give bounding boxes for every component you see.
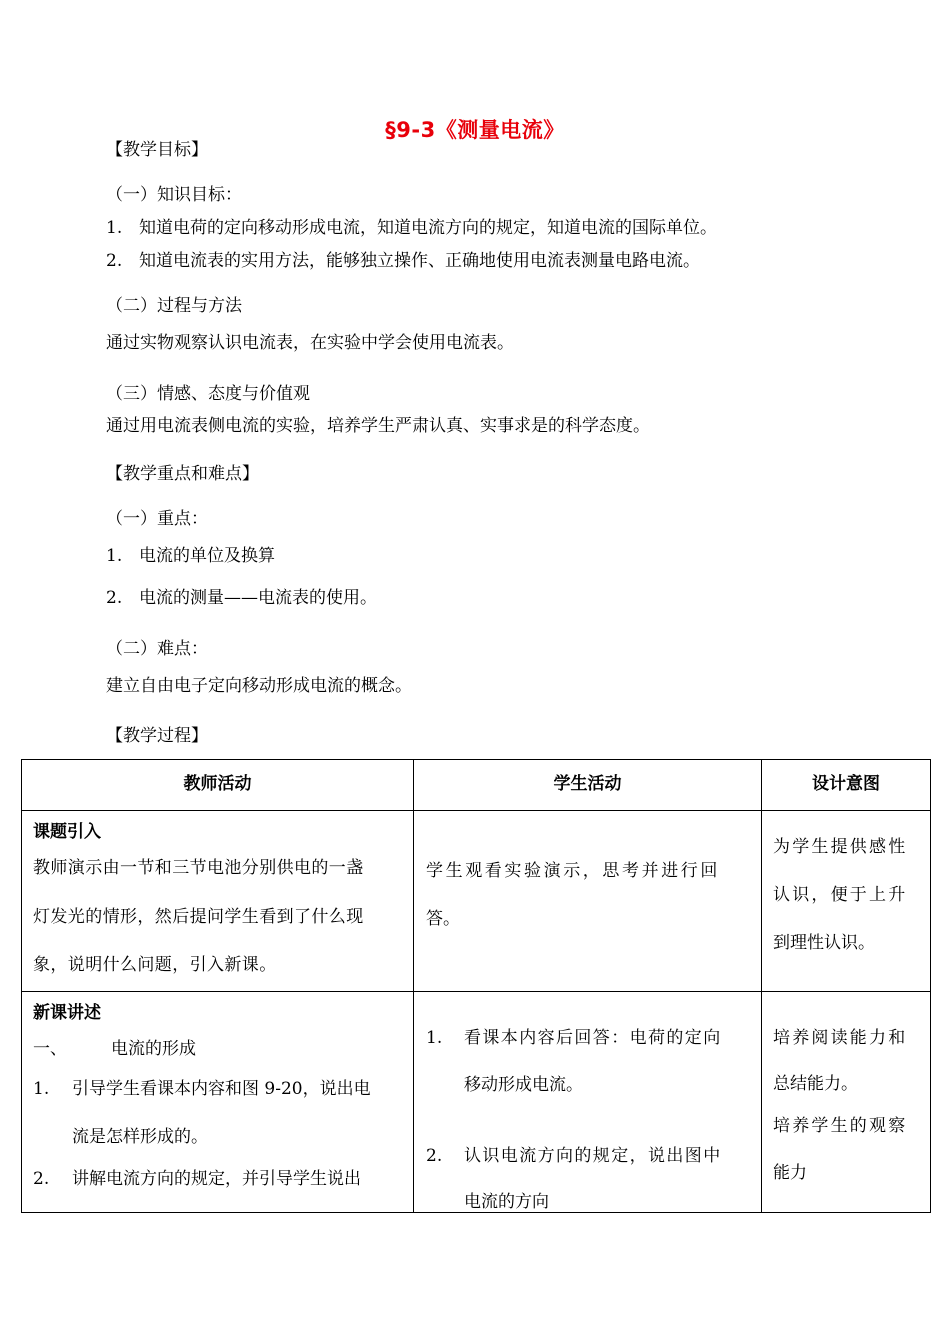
process-text: 通过实物观察认识电流表，在实验中学会使用电流表。	[106, 333, 514, 353]
table-row	[22, 811, 931, 992]
knowledge-item-num: 1.	[106, 218, 123, 238]
process-label: （二）过程与方法	[106, 296, 242, 316]
difficult-label: （二）难点：	[106, 639, 208, 659]
row1-teacher-line: 教师演示由一节和三节电池分别供电的一盏	[33, 858, 364, 878]
row2-intent-line: 能力	[773, 1163, 807, 1183]
objectives-heading: 【教学目标】	[106, 140, 208, 160]
row2-student-cell	[414, 992, 762, 1213]
table-row	[22, 992, 931, 1213]
key-item-text: 电流的单位及换算	[139, 546, 275, 566]
key-item-text: 电流的测量——电流表的使用。	[139, 588, 377, 608]
process-heading: 【教学过程】	[106, 726, 208, 746]
row2-student-item-line: 认识电流方向的规定，说出图中	[464, 1146, 722, 1166]
row1-teacher-line: 灯发光的情形，然后提问学生看到了什么现	[33, 907, 364, 927]
teaching-process-table	[21, 759, 931, 1213]
key-label: （一）重点：	[106, 509, 208, 529]
row2-intent-line: 培养学生的观察	[773, 1116, 908, 1136]
emotion-text: 通过用电流表侧电流的实验，培养学生严肃认真、实事求是的科学态度。	[106, 416, 650, 436]
row1-teacher-line: 象，说明什么问题，引入新课。	[33, 955, 277, 975]
keypoints-heading: 【教学重点和难点】	[106, 464, 259, 484]
row1-student-line: 学生观看实验演示，思考并进行回	[426, 861, 720, 881]
header-student: 学生活动	[414, 760, 762, 811]
subheading-num: 一、	[33, 1039, 67, 1059]
key-item-num: 1.	[106, 546, 123, 566]
knowledge-label: （一）知识目标：	[106, 185, 242, 205]
row2-intent-line: 培养阅读能力和	[773, 1028, 908, 1048]
row2-student-item-num: 1.	[426, 1028, 443, 1048]
row1-teacher-cell	[22, 811, 414, 992]
page-title: §9-3《测量电流》	[385, 118, 565, 142]
row2-teacher-item-num: 1.	[33, 1079, 50, 1099]
row1-intent-cell	[762, 811, 931, 992]
row1-section-title: 课题引入	[33, 822, 101, 842]
row2-student-item-line: 看课本内容后回答：电荷的定向	[464, 1028, 722, 1048]
row2-teacher-item-line: 流是怎样形成的。	[72, 1127, 208, 1147]
row1-intent-line: 认识，便于上升	[773, 885, 908, 905]
knowledge-item-text: 知道电荷的定向移动形成电流，知道电流方向的规定，知道电流的国际单位。	[139, 218, 717, 238]
row1-student-cell	[414, 811, 762, 992]
row2-student-item-line: 电流的方向	[464, 1192, 549, 1212]
emotion-label: （三）情感、态度与价值观	[106, 384, 310, 404]
knowledge-item-num: 2.	[106, 251, 123, 271]
row2-teacher-item-line: 引导学生看课本内容和图 9-20，说出电	[72, 1079, 371, 1099]
row2-student-item-num: 2.	[426, 1146, 443, 1166]
subheading-text: 电流的形成	[111, 1039, 196, 1059]
difficult-text: 建立自由电子定向移动形成电流的概念。	[106, 676, 412, 696]
row2-intent-line: 总结能力。	[773, 1074, 858, 1094]
row2-teacher-cell	[22, 992, 414, 1213]
row2-intent-cell	[762, 992, 931, 1213]
row2-teacher-item-num: 2.	[33, 1169, 50, 1189]
row2-teacher-item-line: 讲解电流方向的规定，并引导学生说出	[72, 1169, 361, 1189]
header-intent: 设计意图	[762, 760, 931, 811]
row2-section-title: 新课讲述	[33, 1003, 101, 1023]
key-item-num: 2.	[106, 588, 123, 608]
row1-student-line: 答。	[426, 909, 460, 929]
knowledge-item-text: 知道电流表的实用方法，能够独立操作、正确地使用电流表测量电路电流。	[139, 251, 700, 271]
table-header-row	[22, 760, 931, 811]
row1-intent-line: 到理性认识。	[773, 933, 875, 953]
row2-student-item-line: 移动形成电流。	[464, 1075, 583, 1095]
row1-intent-line: 为学生提供感性	[773, 837, 908, 857]
header-teacher: 教师活动	[22, 760, 414, 811]
